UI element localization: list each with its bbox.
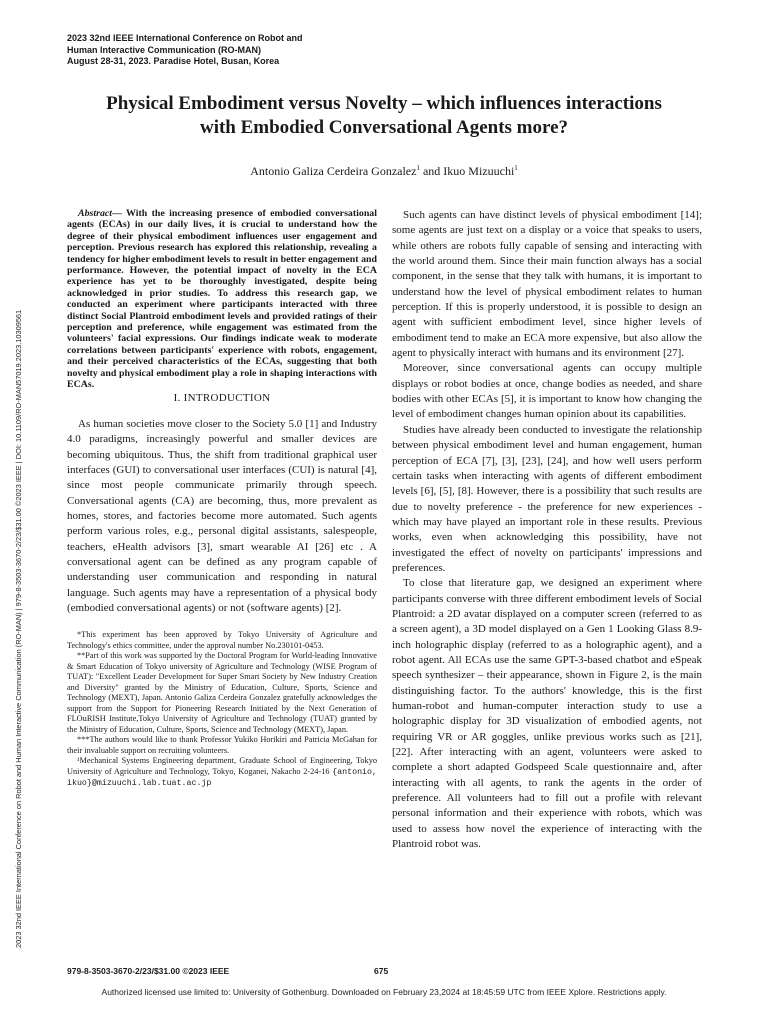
paper-title [60,92,708,140]
author-conjunction: and [419,164,444,178]
footnote-affiliation [67,756,377,790]
author-list [60,164,708,178]
intro-paragraph-1: As human societies move closer to the Society 5.0 [1] and Industry 4.0 paradigms, increasingly powerful and smaller devices are becoming ubiquitous. Thus, the shift from traditional graphical user interfaces (GUI) to conversational user interfaces (CUI) is natural [4], since most people communicate primarily through speech. Conversational agents (CA) are becoming, thus, more prevalent as homes, stores, and factories become more automated. Such agents perform various roles, e.g., personal digital assistants, salespeople, teachers, eHealth advisors [3], smart wearable AI [26] etc . A conversational agent can be defined as any program capable of understanding user communication and responding in natural language. Such agents may have a representation of a physical body (embodied conversational agents) or not (software agents) [2]. [67,417,377,614]
conference-line-3: August 28-31, 2023. Paradise Hotel, Busan, Korea [67,56,280,66]
footnote-funding: **Part of this work was supported by the Doctoral Program for World-leading Innovative & Smart Education of Tokyo university of Agriculture and Technology (WISE Program of TUAT): "Excellent Leader Development for Super Smart Society by New Industry Creation and Diversity" granted by the Ministry of Education, Culture, Sports, Science and Technology (MEXT), Japan. Antonio Galiza Cerdeira Gonzalez gratefully acknowledges the support from the Support for Pioneering Research Initiated by the Next Generation of FLOuRISH Institute,Tokyo University of Agriculture and Technology (TUAT) granted by the Ministry of Education, Culture, Sports, Science and Technology (MEXT), Japan. [67,651,377,734]
author-1: Antonio Galiza Cerdeira Gonzalez [250,164,417,178]
title-line-2: with Embodied Conversational Agents more? [199,117,569,138]
left-column [67,208,377,790]
body-paragraph-1: Such agents can have distinct levels of physical embodiment [14]; some agents are just text on a display or a voice that speaks to users, while others are robots fully capable of sensing and interacting with the world around them. Since their main function always has a social component, in the sense that they talk with humans, it is important to understand how the level of physical embodiment relates to human perception. If this is properly understood, it is possible to design an agent with sufficient embodiment level, since higher levels of embodiment tend to make an ECA more expensive, but also allow the agent to physically interact with humans and its environment [27]. [392,209,702,360]
author-email[interactable]: {antonio, ikuo}@mizuuchi.lab.tuat.ac.jp [67,767,377,789]
license-notice: Authorized licensed use limited to: University of Gothenburg. Downloaded on February 23,2024 at 18:45:59 UTC from IEEE Xplore. Restrictions apply. [101,987,667,997]
author-2-affiliation: 1 [514,164,518,172]
footnote-ethics: *This experiment has been approved by Tokyo University of Agriculture and Technology's ethics committee, under the approval number No.230101-0453. [67,630,377,650]
author-1-affiliation: 1 [416,164,420,172]
section-heading-introduction: I. INTRODUCTION [173,391,271,404]
abstract-text: — With the increasing presence of embodied conversational agents (ECAs) in our daily lives, it is crucial to understand how the degree of their physical embodiment influences user engagement and perception. Previous research has explored this relationship, revealing a tendency for higher embodiment levels to result in better engagement and performance. However, the potential impact of novelty in the ECA experience has yet to be thoroughly investigated, despite being acknowledged in prior studies. To address this research gap, we conducted an experiment where participants interacted with three distinct Social Plantroid embodiment levels and provided ratings of their perception and preference, while engagement was estimated from the volunteers' facial expressions. Our findings indicate weak to moderate correlations between participants' experience with robots, engagement, and their perceived characteristics of the ECAs, suggesting that both novelty and physical embodiment play a role in shaping interactions with ECAs. [67,208,377,391]
body-paragraph-3: Studies have already been conducted to investigate the relationship between physical embodiment level and human engagement, human perception of ECA [7], [3], [23], [24], and how well users perform certain tasks when interacting with agents of different embodiment levels [6], [5], [8]. However, there is a possibility that such results are due to novelty preference - the preference for new experiences - which may have played an important role in these results. Previous works, even when acknowledging this possibility, have not investigated the effect of novelty on participants' impressions and preferences. [392,423,702,574]
body-paragraph-2: Moreover, since conversational agents can occupy multiple displays or robot bodies at once, change bodies as needed, and share bodies with other ECAs [5], it is important to know how changing the level of embodiment changes human opinion about its capabilities. [392,362,702,421]
conference-header [67,33,397,68]
isbn-copyright: 979-8-3503-3670-2/23/$31.00 ©2023 IEEE [67,966,230,976]
abstract-label: Abstract [78,208,113,219]
conference-line-1: 2023 32nd IEEE International Conference on Robot and [67,33,303,43]
body-paragraph-4: To close that literature gap, we designed an experiment where participants converse with three different embodiment levels of Social Plantroid: a 2D avatar displayed on a computer screen (referred to as a screen agent), a 3D model displayed on a Gen 1 Looking Glass 8.9-inch holographic display (referred to as a holographic agent), and a robot agent. All ECAs use the same GPT-3-based chatbot and eSpeak speech synthesizer – their appearance, shown in Figure 2, is the main distinguishing factor. To the authors' knowledge, this is the first human-robot and human-computer interaction study to use a holographic display for 3D visualization of embodied agents, not requiring VR or AR goggles, unlike previous works such as [21], [22]. After interacting with an agent, volunteers were asked to complete a short adapted Godspeed Scale questionnaire and, after interacting with all agents, to rank the agents in the order of preference. All volunteers had to fill out a profile with relevant personal information and their experience with robots, which was used to assess how novel the experience of interacting with the Plantroid robot was. [392,577,702,851]
affiliation-text: ¹Mechanical Systems Engineering department, Graduate School of Engineering, Tokyo University of Agriculture and Technology, Tokyo, Koganei, Nakacho 2-24-16 [67,756,377,776]
page-number: 675 [374,966,389,976]
abstract [67,208,377,391]
footnotes [67,630,377,790]
doi-sidebar: 2023 32nd IEEE International Conference on Robot and Human Interactive Communication (RO-MAN) | 979-8-3503-3670-2/23/$31.00 ©2023 IEEE | DOI: 10.1109/RO-MAN57019.2023.10309561 [14,309,23,948]
footnote-acknowledgement: ***The authors would like to thank Professor Yukiko Horikiri and Patricia McGahan for their invaluable support on recruiting volunteers. [67,735,377,755]
author-2: Ikuo Mizuuchi [443,164,515,178]
right-column [392,208,702,852]
conference-line-2: Human Interactive Communication (RO-MAN) [67,44,262,55]
title-line-1: Physical Embodiment versus Novelty – which influences interactions [106,93,662,114]
